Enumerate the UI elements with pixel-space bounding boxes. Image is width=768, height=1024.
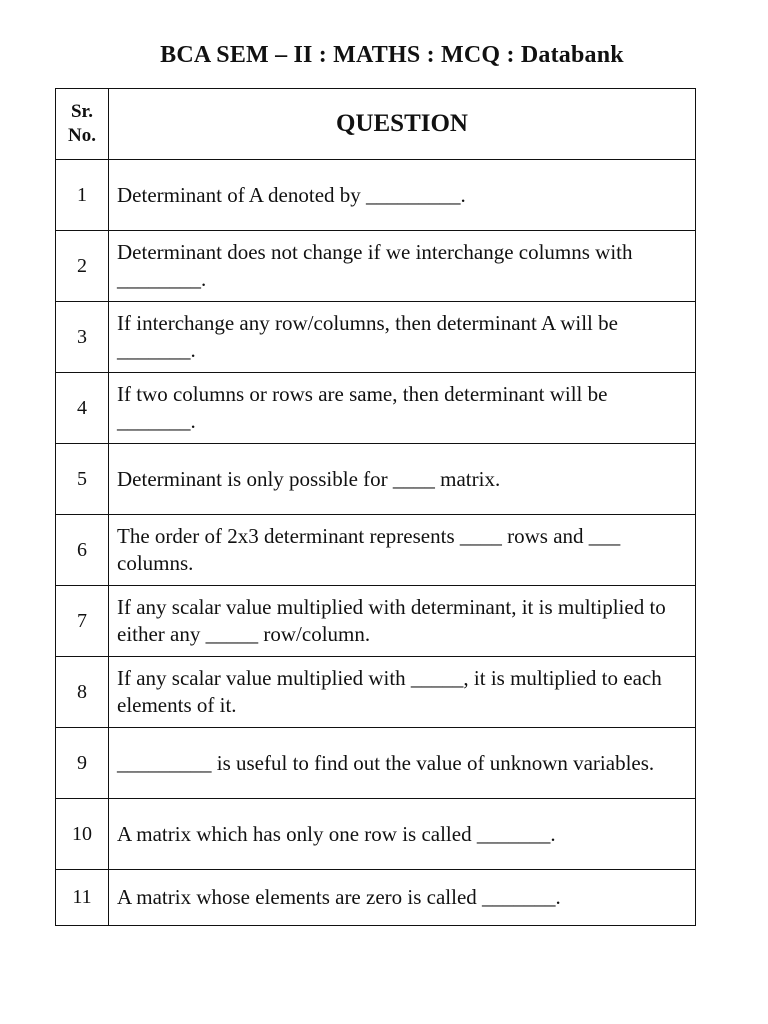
table-row bbox=[56, 799, 696, 870]
table-row bbox=[56, 728, 696, 799]
row-question: A matrix whose elements are zero is called _______. bbox=[109, 870, 696, 926]
row-question: If any scalar value multiplied with _____, it is multiplied to each elements of it. bbox=[109, 657, 696, 728]
row-question: The order of 2x3 determinant represents ____ rows and ___ columns. bbox=[109, 515, 696, 586]
row-number: 6 bbox=[56, 515, 109, 586]
row-question: Determinant does not change if we interchange columns with ________. bbox=[109, 231, 696, 302]
row-number: 7 bbox=[56, 586, 109, 657]
row-number: 10 bbox=[56, 799, 109, 870]
row-number: 9 bbox=[56, 728, 109, 799]
row-number: 11 bbox=[56, 870, 109, 926]
table-row bbox=[56, 515, 696, 586]
row-number: 3 bbox=[56, 302, 109, 373]
row-question: _________ is useful to find out the value of unknown variables. bbox=[109, 728, 696, 799]
table-row bbox=[56, 444, 696, 515]
table-header-row bbox=[56, 89, 696, 160]
document-title: BCA SEM – II : MATHS : MCQ : Databank bbox=[160, 42, 624, 68]
row-question: If any scalar value multiplied with determinant, it is multiplied to either any _____ row/column. bbox=[109, 586, 696, 657]
table-row bbox=[56, 657, 696, 728]
row-number: 8 bbox=[56, 657, 109, 728]
row-number: 4 bbox=[56, 373, 109, 444]
table-row bbox=[56, 373, 696, 444]
row-number: 5 bbox=[56, 444, 109, 515]
table-row bbox=[56, 231, 696, 302]
header-sr-line1: Sr. bbox=[70, 101, 93, 122]
row-question: A matrix which has only one row is called _______. bbox=[109, 799, 696, 870]
table-row bbox=[56, 160, 696, 231]
mcq-table bbox=[55, 88, 696, 926]
header-question: QUESTION bbox=[109, 89, 696, 160]
row-question: Determinant of A denoted by _________. bbox=[109, 160, 696, 231]
row-question: If interchange any row/columns, then determinant A will be _______. bbox=[109, 302, 696, 373]
table-row bbox=[56, 870, 696, 926]
header-sr-line2: No. bbox=[68, 125, 96, 146]
header-sr-no bbox=[56, 89, 109, 160]
table-row bbox=[56, 302, 696, 373]
row-question: Determinant is only possible for ____ matrix. bbox=[109, 444, 696, 515]
row-number: 1 bbox=[56, 160, 109, 231]
row-number: 2 bbox=[56, 231, 109, 302]
table-row bbox=[56, 586, 696, 657]
row-question: If two columns or rows are same, then determinant will be _______. bbox=[109, 373, 696, 444]
